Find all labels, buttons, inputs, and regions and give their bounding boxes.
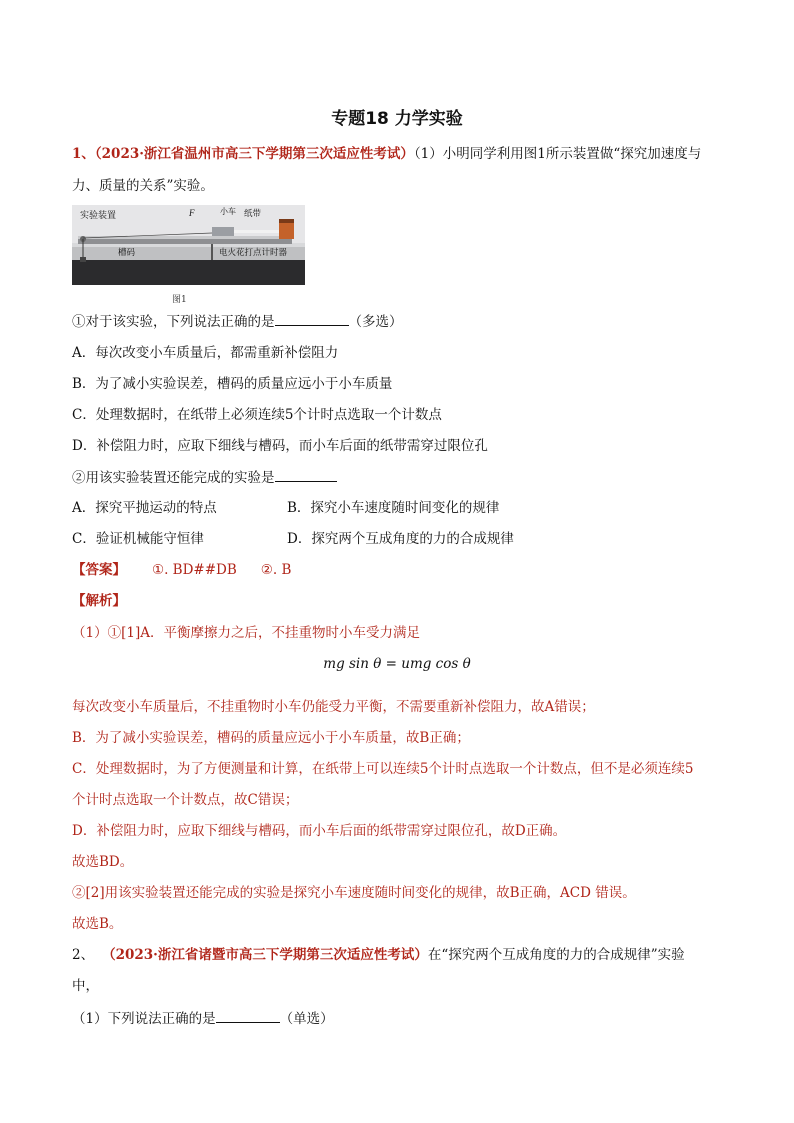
figure-1-caption: 图1 [172,295,187,305]
analysis-line-5: D．补偿阻力时，应取下细线与槽码，而小车后面的纸带需穿过限位孔，故D正确。 [72,823,567,839]
q2-stem-line1 [72,945,732,965]
q1-part2-stem [72,467,732,488]
answer-blank [275,467,337,482]
q2-part1-suffix: （单选） [279,1011,334,1027]
q2-stem-a: 在“探究两个互成角度的力的合成规律”实验 [427,947,685,963]
analysis-line-4: 个计时点选取一个计数点，故C错误； [72,792,299,808]
label-device: 实验装置 [80,210,117,220]
conclusion-2: 故选B。 [72,916,123,932]
answer-blank [275,311,349,326]
analysis-line-2: B．为了减小实验误差，槽码的质量应远小于小车质量，故B正确； [72,730,470,746]
q1-part1-stem [72,311,732,332]
label-timer: 电火花打点计时器 [219,247,288,257]
q2-number: 2、 [72,947,95,963]
q2-stem-line2: 中， [72,978,99,994]
q1-stem-line1 [72,144,732,164]
q1-part2-text: ②用该实验装置还能完成的实验是 [72,470,275,486]
q1-number: 1、 [72,146,95,162]
q1-part1-suffix: （多选） [348,314,403,330]
analysis-line-1: 每次改变小车质量后，不挂重物时小车仍能受力平衡，不需要重新补偿阻力，故A错误； [72,699,595,715]
q2-source: （2023·浙江省诸暨市高三下学期第三次适应性考试） [102,947,428,963]
analysis-label: 【解析】 [72,593,126,609]
conclusion-1: 故选BD。 [72,854,134,870]
q1-stem-line2: 力、质量的关系”实验。 [72,178,214,194]
analysis-intro: （1）①[1]A．平衡摩擦力之后，不挂重物时小车受力满足 [72,625,420,641]
analysis-part2: ②[2]用该实验装置还能完成的实验是探究小车速度随时间变化的规律，故B正确，ACD 错误。 [72,885,636,901]
q1-option-a: A．每次改变小车质量后，都需重新补偿阻力 [72,345,339,361]
label-hook-weight: 槽码 [118,247,136,257]
answer-blank [216,1008,280,1023]
q1-option-d: D．补偿阻力时，应取下细线与槽码，而小车后面的纸带需穿过限位孔 [72,438,488,454]
formula: mg sin θ = umg cos θ [323,656,471,672]
q1-source: （2023·浙江省温州市高三下学期第三次适应性考试） [94,146,414,162]
q1-part2-option-b: B．探究小车速度随时间变化的规律 [287,500,500,516]
q2-part1-text: （1）下列说法正确的是 [72,1011,216,1027]
page-title: 专题18 力学实验 [331,109,463,129]
q1-option-c: C．处理数据时，在纸带上必须连续5个计时点选取一个计数点 [72,407,442,423]
q1-stem-a: （1）小明同学利用图1所示装置做“探究加速度与 [413,146,702,162]
label-tape: 纸带 [244,208,262,218]
answer-2: ②. B [260,562,292,578]
answer-label: 【答案】 [72,562,126,578]
analysis-line-3: C．处理数据时，为了方便测量和计算，在纸带上可以连续5个计时点选取一个计数点，但不是必须连续5 [72,761,694,777]
q2-part1-stem [72,1008,732,1029]
q1-option-b: B．为了减小实验误差，槽码的质量应远小于小车质量 [72,376,393,392]
figure-1-photo [72,205,305,285]
label-car: 小车 [220,207,236,216]
q1-part2-option-a: A．探究平抛运动的特点 [72,500,217,516]
q1-part2-option-c: C．验证机械能守恒律 [72,531,204,547]
q1-part2-row1 [72,498,732,518]
q1-part1-text: ①对于该实验，下列说法正确的是 [72,314,275,330]
apparatus-illustration [72,205,305,285]
answer-1: ①. BD##DB [152,562,237,578]
q1-part2-option-d: D．探究两个互成角度的力的合成规律 [287,531,514,547]
q1-answer [72,560,732,580]
q1-part2-row2 [72,529,732,549]
label-force: F [189,208,195,218]
